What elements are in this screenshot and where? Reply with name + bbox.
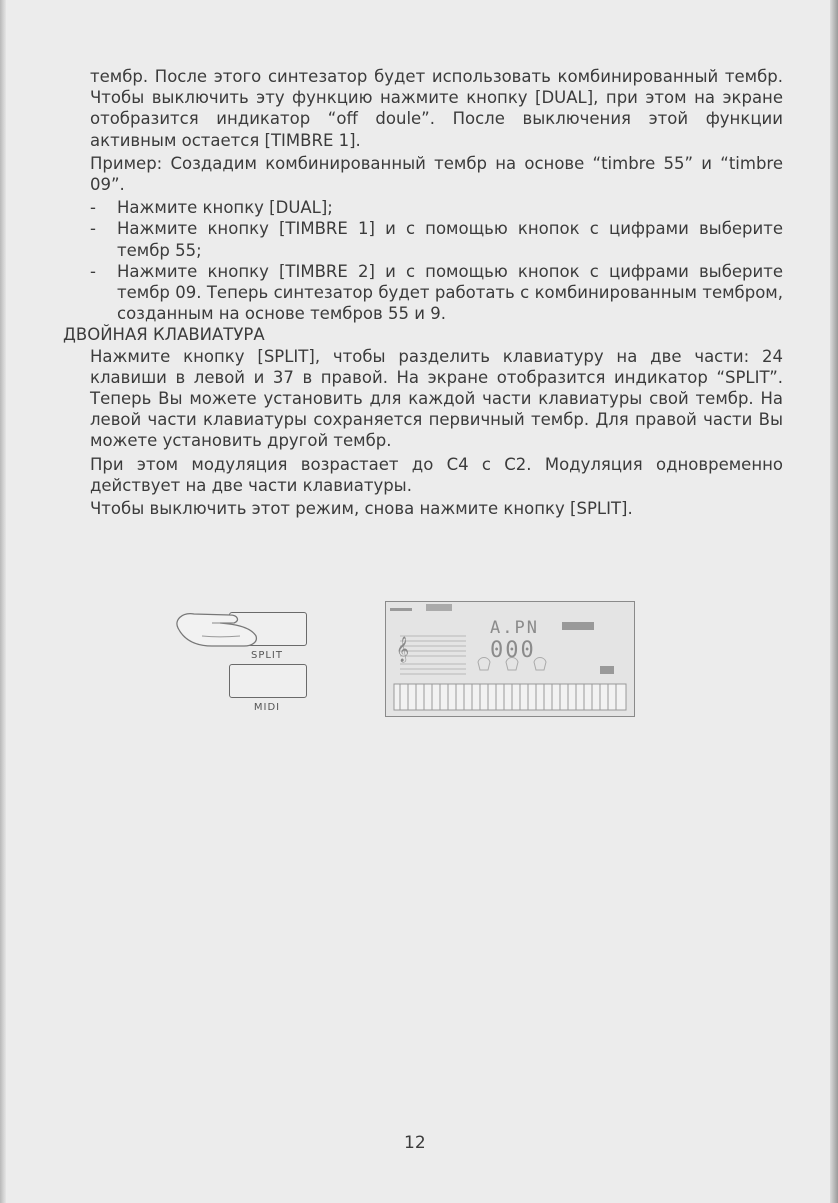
list-item: - Нажмите кнопку [TIMBRE 2] и с помощью кнопок с цифрами выберите тембр 09. Теперь синтезатор будет работать с комбинированным тембром, созданным на основе тембров 55 и 9. (90, 261, 783, 324)
split-label: SPLIT (250, 650, 283, 661)
paragraph-split: Нажмите кнопку [SPLIT], чтобы разделить клавиатуру на две части: 24 клавиши в левой и 37 в правой. На экране отобразится индикатор “SPLIT”. Теперь Вы можете установить для каждой части клавиатуры свой тембр. На левой части клавиатуры сохраняется первичный тембр. Для правой части Вы можете установить другой тембр. (90, 346, 783, 451)
midi-label: MIDI (253, 702, 281, 713)
pointing-hand-icon (172, 606, 282, 650)
page-right-edge (830, 0, 838, 1203)
list-dash: - (90, 219, 96, 239)
page-number: 12 (404, 1133, 426, 1153)
steps-list (63, 197, 783, 324)
buttons-illustration (172, 606, 322, 716)
paragraph-example: Пример: Создадим комбинированный тембр на основе “timbre 55” и “timbre 09”. (90, 153, 783, 195)
body-text (63, 66, 783, 521)
paragraph-modulation: При этом модуляция возрастает до С4 с С2. Модуляция одновременно действует на две части клавиатуры. (90, 454, 783, 495)
list-item: - Нажмите кнопку [DUAL]; (90, 198, 333, 218)
svg-text:𝄞: 𝄞 (396, 637, 410, 662)
page-left-edge (0, 0, 6, 1203)
midi-button-illustration (229, 664, 307, 698)
lcd-voice-name: A.PN (490, 618, 539, 638)
paragraph-dual-off: тембр. После этого синтезатор будет использовать комбинированный тембр. Чтобы выключить эту функцию нажмите кнопку [DUAL], при этом на экране отобразится индикатор “off doule”. После выключения этой функции активным остается [TIMBRE 1]. (90, 67, 783, 150)
list-dash: - (90, 198, 96, 218)
section-heading: ДВОЙНАЯ КЛАВИАТУРА (63, 325, 265, 345)
list-dash: - (90, 261, 96, 281)
lcd-display-illustration (385, 601, 635, 717)
lcd-voice-number: 000 (490, 638, 536, 663)
paragraph-split-off: Чтобы выключить этот режим, снова нажмите кнопку [SPLIT]. (90, 499, 633, 519)
list-item: - Нажмите кнопку [TIMBRE 1] и с помощью кнопок с цифрами выберите тембр 55; (90, 219, 783, 260)
